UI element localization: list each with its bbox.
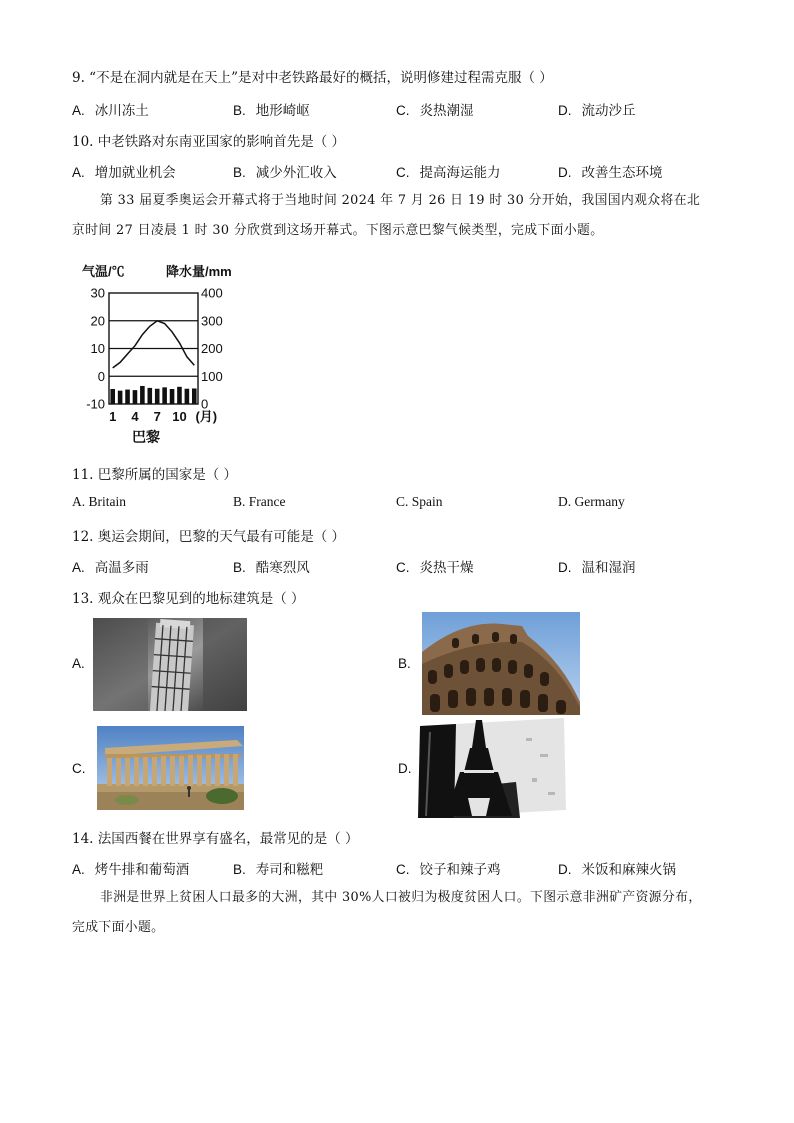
question-9-stem: 9. “不是在洞内就是在天上”是对中老铁路最好的概括，说明修建过程需克服（ ） — [72, 70, 553, 86]
q9-option-b[interactable]: B. 地形崎岖 — [233, 103, 310, 119]
precip-bar — [125, 390, 130, 404]
q11-option-a[interactable]: A. Britain — [72, 494, 126, 509]
left-tick-label: 20 — [90, 313, 105, 329]
x-tick-label: 1 — [109, 409, 117, 424]
precip-bar — [192, 388, 197, 404]
q13-option-a-label: A. — [72, 656, 85, 671]
q13-option-d-label: D. — [398, 761, 412, 776]
right-tick-label: 200 — [201, 341, 223, 356]
colosseum-photo[interactable] — [422, 612, 580, 715]
passage-olympics: 第 33 届夏季奥运会开幕式将于当地时间 2024 年 7 月 26 日 19 时 30 分开始，我国国内观众将在北京时间 27 日凌晨 1 时 30 分欣赏到这场开幕式。下图示意巴黎气候类型，完成下面小题。 — [72, 193, 701, 238]
q11-option-c[interactable]: C. Spain — [396, 494, 443, 509]
q12-option-c[interactable]: C. 炎热干燥 — [396, 560, 474, 576]
paris-climate-chart — [72, 256, 252, 448]
passage-africa: 非洲是世界上贫困人口最多的大洲，其中 30%人口被归为极度贫困人口。下图示意非洲矿产资源分布，完成下面小题。 — [72, 890, 702, 935]
question-14-stem: 14. 法国西餐在世界享有盛名，最常见的是（ ） — [72, 831, 359, 847]
x-tick-label: 7 — [153, 409, 161, 424]
left-tick-label: 10 — [90, 341, 105, 356]
left-tick-label: -10 — [86, 396, 105, 412]
chart-left-axis-label: 气温/℃ — [82, 264, 125, 279]
right-tick-label: 400 — [201, 285, 223, 301]
right-tick-label: 0 — [201, 396, 209, 412]
question-10-stem: 10. 中老铁路对东南亚国家的影响首先是（ ） — [72, 134, 346, 150]
leaning-tower-photo[interactable] — [93, 618, 247, 711]
q12-option-b[interactable]: B. 酷寒烈风 — [233, 560, 310, 576]
precip-bar — [177, 387, 182, 404]
q14-option-b[interactable]: B. 寿司和糍粑 — [233, 862, 324, 878]
x-axis-label: (月) — [195, 409, 218, 424]
chart-plot-area — [86, 286, 223, 425]
question-12-stem: 12. 奥运会期间，巴黎的天气最有可能是（ ） — [72, 529, 346, 545]
q11-option-d[interactable]: D. Germany — [558, 494, 625, 509]
q11-option-b[interactable]: B. France — [233, 494, 286, 509]
precip-bar — [170, 389, 175, 404]
right-tick-label: 300 — [201, 313, 223, 329]
left-tick-label: 30 — [90, 285, 105, 301]
q10-option-d[interactable]: D. 改善生态环境 — [558, 165, 663, 181]
precip-bar — [162, 387, 167, 404]
q10-option-a[interactable]: A. 增加就业机会 — [72, 165, 176, 181]
q12-option-a[interactable]: A. 高温多雨 — [72, 560, 149, 576]
question-11-stem: 11. 巴黎所属的国家是（ ） — [72, 467, 238, 483]
left-tick-label: 0 — [97, 368, 105, 384]
q14-option-a[interactable]: A. 烤牛排和葡萄酒 — [72, 862, 190, 878]
temperature-line — [113, 321, 195, 368]
q14-option-c[interactable]: C. 饺子和辣子鸡 — [396, 862, 501, 878]
greek-temple-photo[interactable] — [97, 726, 244, 810]
q9-option-c[interactable]: C. 炎热潮湿 — [396, 103, 474, 119]
x-tick-label: 4 — [131, 409, 139, 424]
question-13-stem: 13. 观众在巴黎见到的地标建筑是（ ） — [72, 591, 305, 607]
eiffel-tower-photo[interactable] — [416, 718, 568, 818]
precip-bar — [155, 389, 160, 404]
right-tick-label: 100 — [201, 368, 223, 384]
chart-right-axis-label: 降水量/mm — [166, 264, 232, 279]
precip-bar — [185, 389, 190, 404]
q13-option-c-label: C. — [72, 761, 86, 776]
q10-option-b[interactable]: B. 减少外汇收入 — [233, 165, 337, 181]
q13-option-b-label: B. — [398, 656, 411, 671]
precip-bar — [133, 390, 138, 404]
x-tick-label: 10 — [172, 409, 187, 424]
precip-bar — [118, 391, 123, 404]
q9-option-d[interactable]: D. 流动沙丘 — [558, 103, 636, 119]
chart-caption: 巴黎 — [132, 429, 160, 445]
q10-option-c[interactable]: C. 提高海运能力 — [396, 165, 501, 181]
precip-bar — [110, 389, 115, 404]
q14-option-d[interactable]: D. 米饭和麻辣火锅 — [558, 862, 676, 878]
q9-option-a[interactable]: A. 冰川冻土 — [72, 103, 149, 119]
precip-bar — [140, 386, 145, 404]
precip-bar — [147, 388, 152, 404]
q12-option-d[interactable]: D. 温和湿润 — [558, 560, 636, 576]
